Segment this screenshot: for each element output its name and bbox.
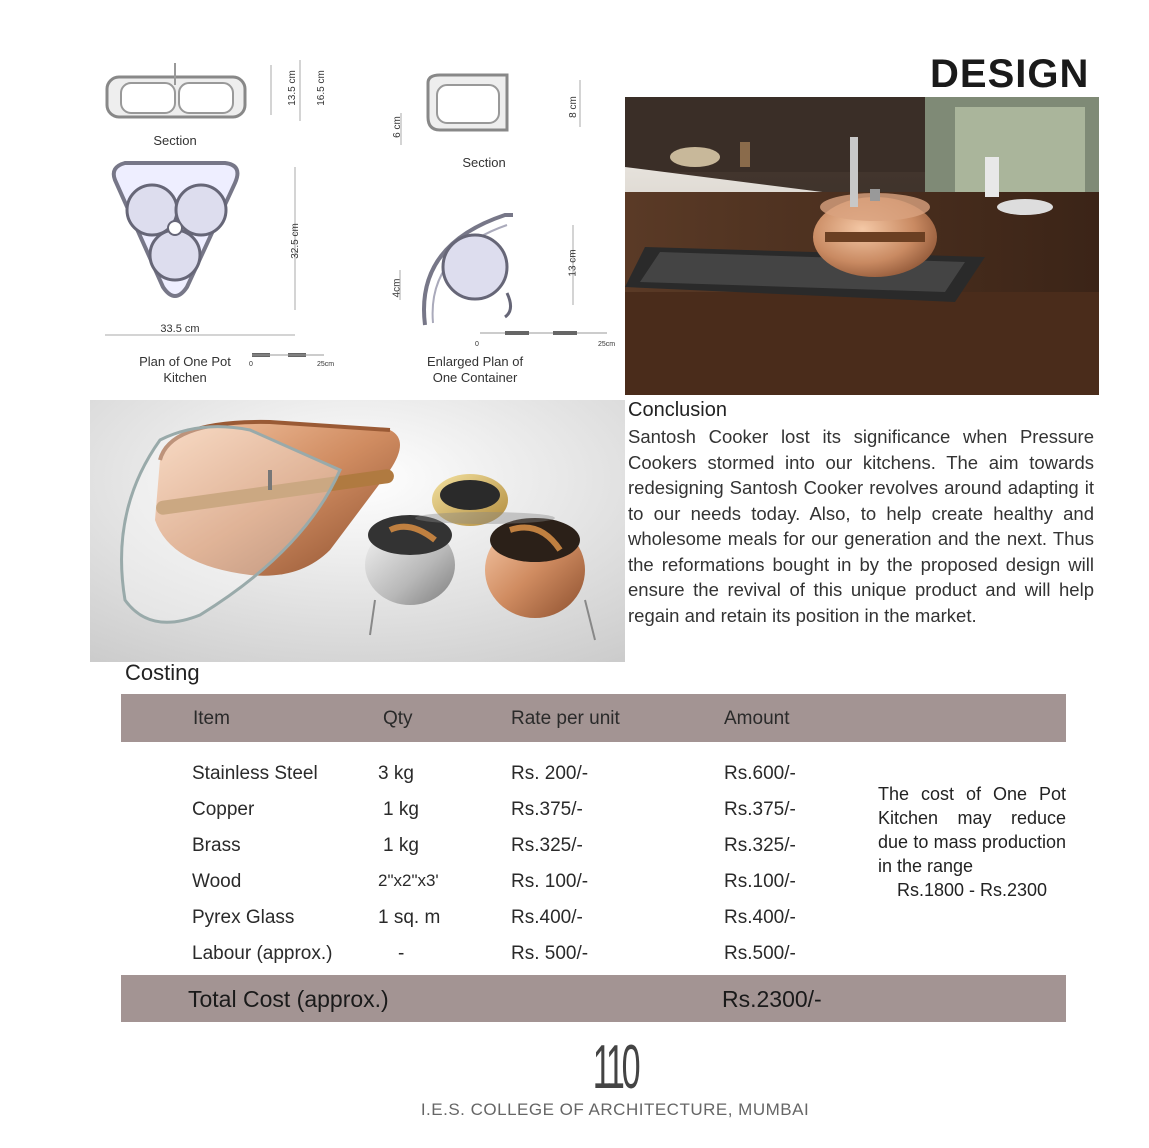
plan-right-label <box>405 354 545 386</box>
row-qty: 1 kg <box>383 799 419 820</box>
section-left-dim-inner: 13.5 cm <box>286 70 298 106</box>
section-left-dim-outer: 16.5 cm <box>315 70 327 106</box>
plan-left-dim-width: 33.5 cm <box>160 323 200 335</box>
page-number: 110 <box>592 1033 638 1102</box>
plan-right-label-line1: Enlarged Plan of <box>426 354 524 369</box>
cost-note-text: The cost of One Pot Kitchen may reduce due to mass production in the range <box>878 784 1066 876</box>
technical-drawings <box>95 55 620 400</box>
row-rate: Rs.400/- <box>511 907 583 928</box>
row-amount: Rs.600/- <box>724 763 796 784</box>
plan-left-label-line1: Plan of One Pot <box>139 354 231 369</box>
row-item: Wood <box>192 871 242 892</box>
footer-institution: I.E.S. COLLEGE OF ARCHITECTURE, MUMBAI <box>420 1100 810 1119</box>
header-item: Item <box>193 708 230 729</box>
plan-left-scale-start: 0 <box>249 361 253 368</box>
plan-right-label-line2: One Container <box>432 370 518 385</box>
total-cost-label: Total Cost (approx.) <box>188 986 389 1012</box>
row-rate: Rs. 100/- <box>511 871 589 892</box>
page-heading: DESIGN <box>930 52 1090 96</box>
row-amount: Rs.375/- <box>724 799 796 820</box>
product-render-photo <box>90 400 625 662</box>
section-right-drawing <box>401 75 580 145</box>
row-qty: 2"x2"x3' <box>378 871 439 890</box>
conclusion-title: Conclusion <box>628 399 727 421</box>
row-rate: Rs. 200/- <box>511 763 589 784</box>
row-qty: 1 kg <box>383 835 419 856</box>
header-amount: Amount <box>724 708 790 729</box>
total-cost-value: Rs.2300/- <box>722 986 822 1012</box>
plan-left-scale-end: 25cm <box>317 361 335 368</box>
plan-right-scale-start: 0 <box>475 341 479 348</box>
row-qty: - <box>398 943 405 964</box>
row-rate: Rs. 500/- <box>511 943 589 964</box>
drawings-svg <box>95 55 620 400</box>
plan-left-dim-height: 32.5 cm <box>289 223 301 259</box>
header-qty: Qty <box>383 708 413 729</box>
row-item: Pyrex Glass <box>192 907 295 928</box>
costing-title: Costing <box>125 660 200 685</box>
row-amount: Rs.325/- <box>724 835 796 856</box>
row-amount: Rs.500/- <box>724 943 796 964</box>
row-item: Brass <box>192 835 241 856</box>
row-amount: Rs.400/- <box>724 907 796 928</box>
plan-left-drawing <box>105 163 324 357</box>
row-item: Stainless Steel <box>192 763 318 784</box>
section-left-label: Section <box>153 133 197 148</box>
plan-left-label-line2: Kitchen <box>163 370 207 385</box>
row-rate: Rs.325/- <box>511 835 583 856</box>
section-right-dim-left: 6 cm <box>391 116 403 138</box>
section-left-drawing <box>107 60 300 121</box>
row-amount: Rs.100/- <box>724 871 796 892</box>
plan-right-scale-end: 25cm <box>598 341 616 348</box>
plan-left-label <box>115 354 255 386</box>
row-rate: Rs.375/- <box>511 799 583 820</box>
header-rate: Rate per unit <box>511 708 620 729</box>
row-item: Copper <box>192 799 255 820</box>
section-right-dim-right: 8 cm <box>567 96 579 118</box>
row-qty: 1 sq. m <box>378 907 441 928</box>
row-qty: 3 kg <box>378 763 414 784</box>
section-right-label: Section <box>462 155 506 170</box>
row-item: Labour (approx.) <box>192 943 333 964</box>
conclusion-body: Santosh Cooker lost its significance when Pressure Cookers stormed into our kitchens. The aim towards redesigning Santosh Cooker revolves around adapting it to our needs today. Also, to help create healthy and wholesome meals for our generation and the next. Thus the reformations bought in by the proposed design will ensure the revival of this unique product and will help regain and retain its position in the market. <box>628 426 1094 626</box>
cost-note-range: Rs.1800 - Rs.2300 <box>896 880 1048 900</box>
cost-reduction-note <box>878 782 1066 902</box>
plan-right-dim-right: 13 cm <box>567 249 579 277</box>
plan-right-dim-left: 4cm <box>391 278 403 298</box>
kitchen-photo <box>625 97 1099 395</box>
